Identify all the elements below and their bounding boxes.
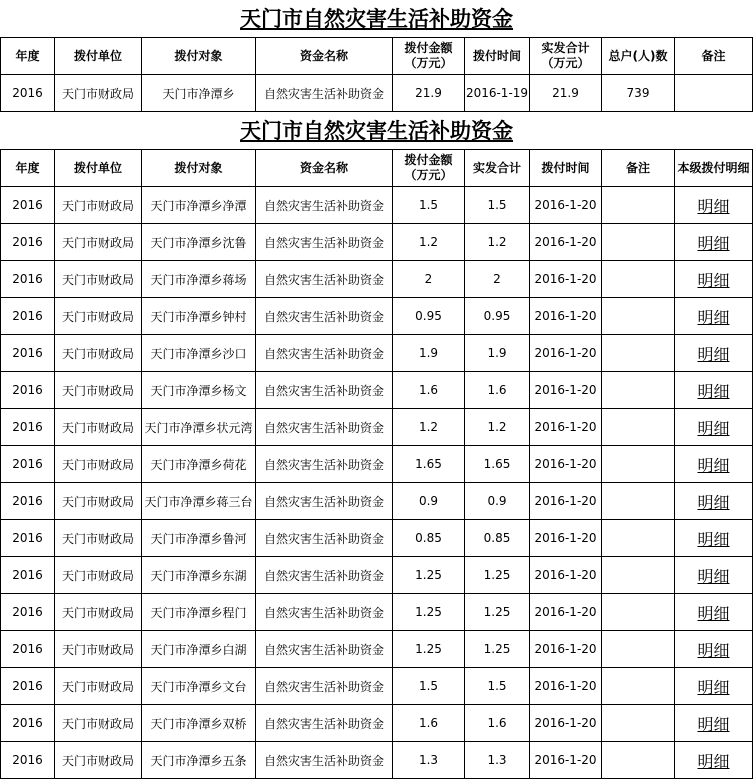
- table-cell: 2016: [1, 261, 55, 298]
- table-cell: 自然灾害生活补助资金: [256, 261, 393, 298]
- table-cell: 2016-1-20: [530, 705, 602, 742]
- column-header: 年度: [1, 38, 55, 75]
- table-cell: 天门市净潭乡杨文: [142, 372, 256, 409]
- table-cell: [602, 631, 675, 668]
- table-cell: 1.5: [465, 668, 530, 705]
- table-cell: 2016-1-20: [530, 224, 602, 261]
- table-cell: 1.3: [393, 742, 465, 779]
- table-cell: 0.85: [465, 520, 530, 557]
- table-cell: 自然灾害生活补助资金: [256, 224, 393, 261]
- detail-link[interactable]: 明细: [697, 640, 730, 660]
- table-cell: 自然灾害生活补助资金: [256, 705, 393, 742]
- table-cell: 1.2: [465, 409, 530, 446]
- detail-link[interactable]: 明细: [697, 344, 730, 364]
- table-cell: 2016-1-20: [530, 446, 602, 483]
- header-row: [1, 150, 753, 187]
- table-cell: 天门市净潭乡荷花: [142, 446, 256, 483]
- detail-link[interactable]: 明细: [697, 270, 730, 290]
- table-cell: [602, 335, 675, 372]
- table-row: [1, 520, 753, 557]
- detail-link[interactable]: 明细: [697, 603, 730, 623]
- column-header: 资金名称: [256, 38, 393, 75]
- table-cell: 天门市财政局: [55, 705, 142, 742]
- table-cell: [602, 261, 675, 298]
- table-cell: 0.85: [393, 520, 465, 557]
- table-cell: 天门市财政局: [55, 187, 142, 224]
- table-cell: 21.9: [393, 75, 465, 112]
- table-cell: 天门市净潭乡钟村: [142, 298, 256, 335]
- table-row: [1, 372, 753, 409]
- table-cell: 天门市净潭乡净潭: [142, 187, 256, 224]
- table-cell: 2016: [1, 705, 55, 742]
- table-cell: 天门市净潭乡五条: [142, 742, 256, 779]
- table-row: [1, 668, 753, 705]
- table-cell: 2016-1-20: [530, 409, 602, 446]
- detail-cell: [675, 335, 753, 372]
- table-cell: 0.95: [393, 298, 465, 335]
- table-cell: 1.25: [465, 557, 530, 594]
- table-cell: [602, 668, 675, 705]
- column-header: 本级拨付明细: [675, 150, 753, 187]
- table-cell: 自然灾害生活补助资金: [256, 557, 393, 594]
- detail-link[interactable]: 明细: [697, 233, 730, 253]
- table-cell: 2: [465, 261, 530, 298]
- table-cell: 天门市财政局: [55, 261, 142, 298]
- detail-table: [0, 149, 753, 779]
- table-cell: 天门市净潭乡蒋场: [142, 261, 256, 298]
- table-cell: 自然灾害生活补助资金: [256, 335, 393, 372]
- detail-cell: [675, 742, 753, 779]
- table-cell: 0.95: [465, 298, 530, 335]
- table-cell: 2016-1-20: [530, 187, 602, 224]
- table-cell: 天门市财政局: [55, 483, 142, 520]
- detail-cell: [675, 372, 753, 409]
- table-cell: 2016-1-19: [465, 75, 530, 112]
- table-cell: 2016-1-20: [530, 594, 602, 631]
- table-cell: 自然灾害生活补助资金: [256, 668, 393, 705]
- table-cell: 2016-1-20: [530, 261, 602, 298]
- table-row: [1, 298, 753, 335]
- table-cell: 天门市净潭乡双桥: [142, 705, 256, 742]
- table-cell: 自然灾害生活补助资金: [256, 187, 393, 224]
- detail-cell: [675, 483, 753, 520]
- table-row: [1, 335, 753, 372]
- table-cell: 天门市财政局: [55, 446, 142, 483]
- table-cell: 2: [393, 261, 465, 298]
- table-cell: 739: [602, 75, 675, 112]
- table-cell: [602, 446, 675, 483]
- table-cell: 2016: [1, 335, 55, 372]
- detail-link[interactable]: 明细: [697, 714, 730, 734]
- table-row: [1, 705, 753, 742]
- table-cell: 天门市净潭乡鲁河: [142, 520, 256, 557]
- detail-cell: [675, 409, 753, 446]
- column-header: 拨付单位: [55, 150, 142, 187]
- table-cell: [602, 742, 675, 779]
- table-cell: 2016: [1, 483, 55, 520]
- table-cell: 2016: [1, 742, 55, 779]
- column-header: 年度: [1, 150, 55, 187]
- table-cell: 1.65: [465, 446, 530, 483]
- detail-link[interactable]: 明细: [697, 381, 730, 401]
- table-cell: 2016-1-20: [530, 668, 602, 705]
- table-cell: 2016: [1, 631, 55, 668]
- column-header: 拨付时间: [530, 150, 602, 187]
- column-header: 拨付对象: [142, 38, 256, 75]
- column-header: 资金名称: [256, 150, 393, 187]
- table-cell: 2016-1-20: [530, 557, 602, 594]
- table-cell: 2016: [1, 372, 55, 409]
- table-cell: 1.9: [393, 335, 465, 372]
- detail-cell: [675, 187, 753, 224]
- table-cell: [675, 75, 753, 112]
- table-cell: [602, 187, 675, 224]
- table-cell: 2016: [1, 557, 55, 594]
- detail-cell: [675, 298, 753, 335]
- table-row: [1, 409, 753, 446]
- column-header: 实发合计: [465, 150, 530, 187]
- table-cell: 1.25: [465, 631, 530, 668]
- table-cell: 1.6: [465, 372, 530, 409]
- table-cell: 1.65: [393, 446, 465, 483]
- table-cell: 1.2: [393, 224, 465, 261]
- table-cell: 自然灾害生活补助资金: [256, 409, 393, 446]
- table-cell: 2016: [1, 75, 55, 112]
- column-header: 拨付单位: [55, 38, 142, 75]
- detail-link[interactable]: 明细: [697, 677, 730, 697]
- table-cell: 天门市财政局: [55, 224, 142, 261]
- table-cell: 天门市财政局: [55, 742, 142, 779]
- table-row: [1, 261, 753, 298]
- table-cell: 2016: [1, 298, 55, 335]
- table-cell: 2016: [1, 446, 55, 483]
- table-cell: 天门市净潭乡东湖: [142, 557, 256, 594]
- table-cell: 自然灾害生活补助资金: [256, 75, 393, 112]
- table-row: [1, 224, 753, 261]
- table-cell: 2016: [1, 409, 55, 446]
- detail-cell: [675, 631, 753, 668]
- table-row: [1, 594, 753, 631]
- table-cell: [602, 409, 675, 446]
- table-cell: 2016-1-20: [530, 483, 602, 520]
- table-cell: [602, 483, 675, 520]
- table-cell: 1.5: [393, 187, 465, 224]
- table-cell: 2016: [1, 520, 55, 557]
- table-cell: 1.25: [393, 557, 465, 594]
- table-cell: 2016: [1, 594, 55, 631]
- table-cell: 2016-1-20: [530, 520, 602, 557]
- table-cell: 2016: [1, 187, 55, 224]
- table-cell: 2016-1-20: [530, 742, 602, 779]
- table-cell: 天门市净潭乡: [142, 75, 256, 112]
- table-cell: 1.9: [465, 335, 530, 372]
- table-cell: 天门市净潭乡程门: [142, 594, 256, 631]
- table-cell: 1.2: [393, 409, 465, 446]
- table-row: [1, 75, 753, 112]
- table-cell: 天门市净潭乡蒋三台: [142, 483, 256, 520]
- detail-cell: [675, 446, 753, 483]
- table-cell: 天门市财政局: [55, 409, 142, 446]
- table-cell: 天门市财政局: [55, 668, 142, 705]
- table-cell: 2016-1-20: [530, 335, 602, 372]
- table-cell: [602, 705, 675, 742]
- table-cell: 天门市净潭乡文台: [142, 668, 256, 705]
- detail-link[interactable]: 明细: [697, 196, 730, 216]
- column-header: 备注: [675, 38, 753, 75]
- table-cell: 天门市财政局: [55, 298, 142, 335]
- table-cell: 1.5: [393, 668, 465, 705]
- table-cell: 自然灾害生活补助资金: [256, 594, 393, 631]
- table-cell: 天门市净潭乡沈鲁: [142, 224, 256, 261]
- table-row: [1, 631, 753, 668]
- detail-cell: [675, 261, 753, 298]
- table-cell: 21.9: [530, 75, 602, 112]
- detail-cell: [675, 224, 753, 261]
- table-cell: 2016-1-20: [530, 298, 602, 335]
- table-cell: 天门市财政局: [55, 75, 142, 112]
- table-cell: 2016-1-20: [530, 631, 602, 668]
- table-cell: [602, 520, 675, 557]
- table-cell: 自然灾害生活补助资金: [256, 446, 393, 483]
- detail-link[interactable]: 明细: [697, 492, 730, 512]
- column-header: 实发合计（万元）: [530, 38, 602, 75]
- table-cell: 1.2: [465, 224, 530, 261]
- table-cell: 天门市财政局: [55, 557, 142, 594]
- table-row: [1, 742, 753, 779]
- table1-title: 天门市自然灾害生活补助资金: [240, 6, 513, 31]
- table-cell: 自然灾害生活补助资金: [256, 742, 393, 779]
- table-cell: 自然灾害生活补助资金: [256, 372, 393, 409]
- table-cell: 0.9: [393, 483, 465, 520]
- table-cell: 1.5: [465, 187, 530, 224]
- column-header: 备注: [602, 150, 675, 187]
- table-cell: 天门市净潭乡状元湾: [142, 409, 256, 446]
- detail-link[interactable]: 明细: [697, 751, 730, 771]
- table-cell: 1.6: [393, 705, 465, 742]
- detail-link[interactable]: 明细: [697, 307, 730, 327]
- detail-link[interactable]: 明细: [697, 418, 730, 438]
- table-cell: 天门市财政局: [55, 372, 142, 409]
- table-row: [1, 187, 753, 224]
- detail-cell: [675, 594, 753, 631]
- table-cell: 天门市财政局: [55, 631, 142, 668]
- detail-link[interactable]: 明细: [697, 566, 730, 586]
- detail-cell: [675, 557, 753, 594]
- detail-cell: [675, 705, 753, 742]
- table-cell: 0.9: [465, 483, 530, 520]
- table-cell: [602, 298, 675, 335]
- table-cell: 天门市财政局: [55, 335, 142, 372]
- table-cell: 自然灾害生活补助资金: [256, 520, 393, 557]
- summary-table: [0, 37, 753, 112]
- column-header: 总户(人)数: [602, 38, 675, 75]
- table-cell: 天门市净潭乡沙口: [142, 335, 256, 372]
- detail-link[interactable]: 明细: [697, 455, 730, 475]
- table-cell: 2016: [1, 224, 55, 261]
- table-cell: 1.6: [465, 705, 530, 742]
- table-cell: 2016: [1, 668, 55, 705]
- column-header: 拨付金额（万元）: [393, 150, 465, 187]
- detail-link[interactable]: 明细: [697, 529, 730, 549]
- detail-cell: [675, 668, 753, 705]
- table2-title: 天门市自然灾害生活补助资金: [240, 118, 513, 143]
- header-row: [1, 38, 753, 75]
- table-row: [1, 483, 753, 520]
- column-header: 拨付对象: [142, 150, 256, 187]
- table-cell: [602, 372, 675, 409]
- table-cell: [602, 224, 675, 261]
- detail-cell: [675, 520, 753, 557]
- table-cell: 自然灾害生活补助资金: [256, 298, 393, 335]
- table-cell: 1.3: [465, 742, 530, 779]
- table-cell: 1.25: [465, 594, 530, 631]
- table-row: [1, 446, 753, 483]
- table-cell: 自然灾害生活补助资金: [256, 631, 393, 668]
- column-header: 拨付金额（万元）: [393, 38, 465, 75]
- table-cell: 天门市净潭乡白湖: [142, 631, 256, 668]
- table-cell: [602, 594, 675, 631]
- table-cell: 天门市财政局: [55, 594, 142, 631]
- table-cell: [602, 557, 675, 594]
- table-cell: 自然灾害生活补助资金: [256, 483, 393, 520]
- table-cell: 1.6: [393, 372, 465, 409]
- table-cell: 1.25: [393, 594, 465, 631]
- table-cell: 天门市财政局: [55, 520, 142, 557]
- column-header: 拨付时间: [465, 38, 530, 75]
- table-cell: 1.25: [393, 631, 465, 668]
- table-cell: 2016-1-20: [530, 372, 602, 409]
- table-row: [1, 557, 753, 594]
